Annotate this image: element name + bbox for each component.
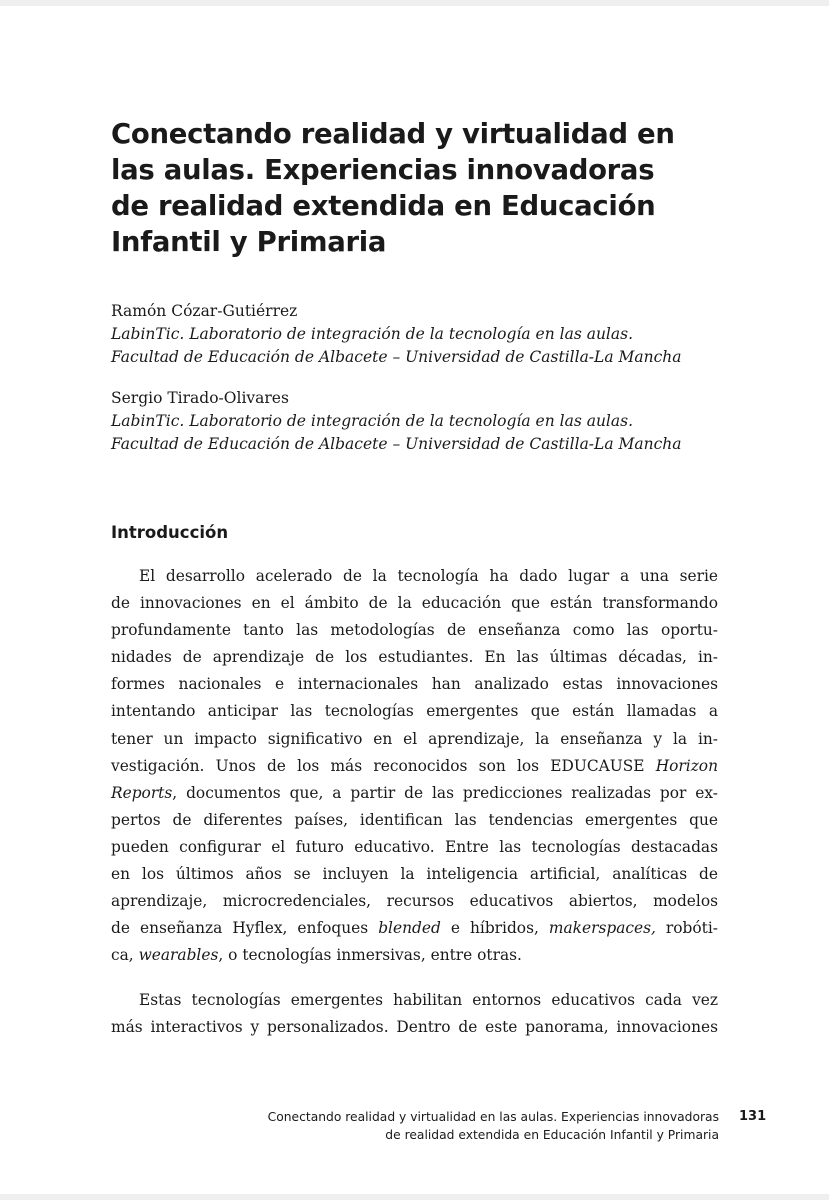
page-number: 131 <box>739 1109 767 1124</box>
italic-term: Horizon <box>655 756 718 775</box>
italic-term: blended <box>378 919 441 938</box>
text-line: en los últimos años se incluyen la inteligencia artificial, analíticas de <box>111 865 718 884</box>
running-footer-line: Conectando realidad y virtualidad en las aulas. Experiencias innovadoras <box>267 1110 719 1124</box>
author-entry <box>111 387 751 456</box>
italic-term: wearables <box>138 946 219 965</box>
body-paragraph <box>111 987 718 1041</box>
body-paragraph <box>111 563 718 969</box>
chapter-title <box>111 116 751 260</box>
chapter-title-line: Conectando realidad y virtualidad en <box>111 118 675 150</box>
text-line: formes nacionales e internacionales han analizado estas innovaciones <box>111 675 718 694</box>
running-footer-line: de realidad extendida en Educación Infantil y Primaria <box>385 1128 719 1142</box>
text-line <box>111 942 718 969</box>
author-affiliation: LabinTic. Laboratorio de integración de la tecnología en las aulas. <box>111 412 634 430</box>
author-affiliation: LabinTic. Laboratorio de integración de la tecnología en las aulas. <box>111 325 634 343</box>
section-heading: Introducción <box>111 523 229 542</box>
text-segment: e híbridos, <box>440 919 549 938</box>
author-name: Sergio Tirado-Olivares <box>111 389 289 407</box>
chapter-title-line: Infantil y Primaria <box>111 226 387 258</box>
italic-term: Reports <box>111 783 173 802</box>
text-segment: robóti- <box>655 919 718 938</box>
italic-term: makerspaces, <box>548 919 656 938</box>
text-line: Estas tecnologías emergentes habilitan entornos educativos cada vez <box>139 991 718 1009</box>
text-line: El desarrollo acelerado de la tecnología ha dado lugar a una serie <box>139 567 718 585</box>
text-line <box>111 753 718 780</box>
text-line: de innovaciones en el ámbito de la educación que están transformando <box>111 594 718 613</box>
text-line <box>111 780 718 807</box>
author-name: Ramón Cózar-Gutiérrez <box>111 302 298 320</box>
text-segment: , documentos que, a partir de las predicciones realizadas por ex- <box>172 783 718 802</box>
text-segment: ca, <box>111 946 139 965</box>
text-line: más interactivos y personalizados. Dentro de este panorama, innovaciones <box>111 1018 718 1037</box>
document-page <box>0 6 829 1194</box>
running-footer <box>268 1108 719 1144</box>
text-segment: vestigación. Unos de los más reconocidos son los EDUCAUSE <box>111 756 656 775</box>
text-line <box>111 915 718 942</box>
text-segment: , o tecnologías inmersivas, entre otras. <box>218 946 522 965</box>
text-line: tener un impacto significativo en el aprendizaje, la enseñanza y la in- <box>111 729 718 748</box>
chapter-title-line: las aulas. Experiencias innovadoras <box>111 154 655 186</box>
chapter-title-line: de realidad extendida en Educación <box>111 190 656 222</box>
text-segment: de enseñanza Hyflex, enfoques <box>111 919 379 938</box>
text-line: intentando anticipar las tecnologías emergentes que están llamadas a <box>111 702 718 721</box>
text-line: pertos de diferentes países, identifican las tendencias emergentes que <box>111 810 718 829</box>
text-line: pueden configurar el futuro educativo. Entre las tecnologías destacadas <box>111 837 718 856</box>
author-entry <box>111 300 751 369</box>
text-line: aprendizaje, microcredenciales, recursos educativos abiertos, modelos <box>111 892 718 911</box>
author-affiliation: Facultad de Educación de Albacete – Universidad de Castilla-La Mancha <box>111 348 682 366</box>
author-affiliation: Facultad de Educación de Albacete – Universidad de Castilla-La Mancha <box>111 435 682 453</box>
text-line: nidades de aprendizaje de los estudiantes. En las últimas décadas, in- <box>111 648 718 667</box>
text-line: profundamente tanto las metodologías de enseñanza como las oportu- <box>111 621 718 640</box>
